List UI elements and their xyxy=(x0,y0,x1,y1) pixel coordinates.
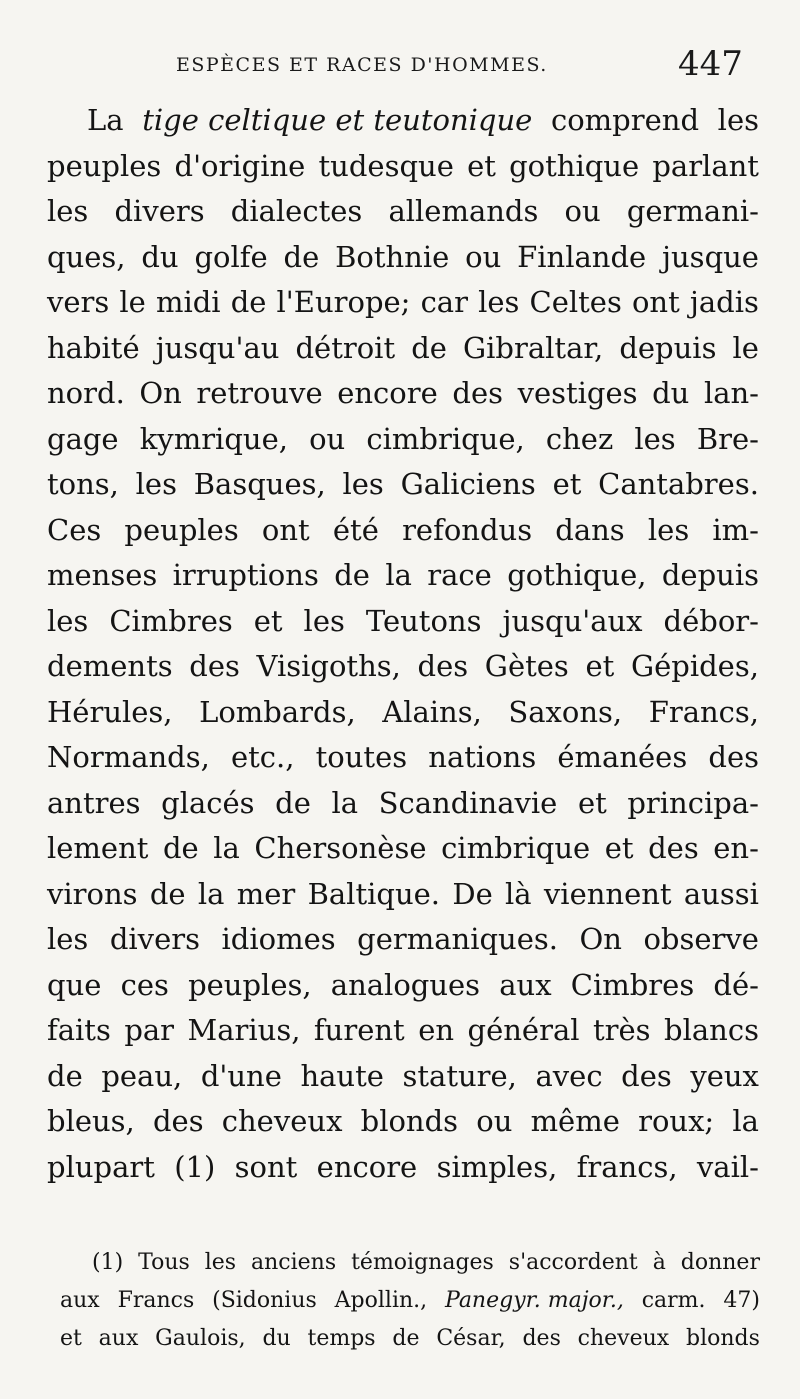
word: donner xyxy=(680,1250,760,1275)
word: de xyxy=(230,285,267,319)
word: de xyxy=(149,876,186,911)
word: tons, xyxy=(47,467,119,501)
word: roux; xyxy=(638,1104,715,1138)
word: lement xyxy=(47,831,149,865)
word: vers xyxy=(47,285,110,319)
word: car xyxy=(420,285,468,319)
word: refondus xyxy=(402,512,533,547)
word: dialectes xyxy=(230,194,363,228)
word: On xyxy=(579,922,622,956)
text-line xyxy=(47,280,759,326)
word: d'origine xyxy=(174,148,306,183)
word: Francs, xyxy=(648,694,759,729)
word: les xyxy=(303,603,345,638)
text-line xyxy=(47,1008,759,1054)
word: ou xyxy=(564,194,601,228)
word: et xyxy=(604,831,634,865)
word: les xyxy=(135,467,177,501)
text-line xyxy=(47,599,759,645)
word: furent xyxy=(313,1013,405,1047)
word: Visigoths, xyxy=(256,649,401,683)
word: Gibraltar, xyxy=(462,330,604,365)
word: été xyxy=(332,512,379,547)
word: gothique, xyxy=(507,558,647,592)
word: de xyxy=(283,239,320,274)
text-line xyxy=(47,371,759,417)
word: Chersonèse xyxy=(254,831,427,865)
word: vestiges xyxy=(517,376,638,410)
word: ou xyxy=(476,1104,513,1138)
word: depuis xyxy=(619,330,717,365)
word: les xyxy=(634,421,676,456)
word: La xyxy=(87,103,124,137)
word: Cimbres xyxy=(109,603,233,638)
text-line xyxy=(47,917,759,963)
text-line xyxy=(47,1054,759,1100)
word: ont xyxy=(261,512,310,547)
word: habité xyxy=(47,330,140,365)
word: que xyxy=(47,967,102,1002)
word: antres xyxy=(47,785,141,820)
word: de xyxy=(392,1326,420,1351)
word: Marius, xyxy=(187,1013,301,1047)
page-number: 447 xyxy=(678,44,743,84)
word: chez xyxy=(545,421,614,456)
word: nations xyxy=(428,740,537,774)
word: blonds xyxy=(686,1326,760,1351)
word: Apollin., xyxy=(334,1288,428,1313)
word: germaniques. xyxy=(357,922,558,956)
word: im- xyxy=(712,512,759,547)
word: par xyxy=(124,1013,175,1047)
text-line xyxy=(47,326,759,372)
word: ou xyxy=(309,421,346,456)
word: jusque xyxy=(662,239,759,274)
word: peuples xyxy=(124,512,239,547)
word: jadis xyxy=(689,285,759,319)
word: depuis xyxy=(661,558,759,592)
running-head xyxy=(0,44,800,84)
word: anciens xyxy=(251,1250,337,1275)
word: aussi xyxy=(683,876,759,911)
text-line xyxy=(47,189,759,235)
word: Teutons xyxy=(365,603,482,638)
word: Bre- xyxy=(696,421,759,456)
word: jusqu'au xyxy=(155,330,280,365)
word: Alains, xyxy=(382,694,482,729)
word: stature, xyxy=(402,1058,517,1093)
word: gage xyxy=(47,421,119,456)
word: Scandinavie xyxy=(378,785,558,820)
word: francs, xyxy=(576,1149,678,1184)
word: Francs xyxy=(117,1288,195,1313)
word: peau, xyxy=(101,1058,183,1093)
word: aux xyxy=(98,1326,139,1351)
word: là xyxy=(505,876,532,911)
word: tudesque xyxy=(318,148,454,183)
word: le xyxy=(119,285,146,319)
word: golfe xyxy=(194,239,268,274)
word: viennent xyxy=(543,876,672,911)
word: Normands, xyxy=(47,740,210,774)
word: ont xyxy=(631,285,680,319)
word: avec xyxy=(535,1058,603,1093)
word: la xyxy=(197,876,225,911)
footnote-marker: (1) xyxy=(92,1250,124,1275)
text-line xyxy=(47,98,759,144)
word: cimbrique, xyxy=(366,421,525,456)
word: toutes xyxy=(315,740,408,774)
running-title: ESPÈCES ET RACES D'HOMMES. xyxy=(176,54,548,76)
italic-phrase: Panegyr. major., xyxy=(445,1288,624,1313)
text-line xyxy=(47,963,759,1009)
word: même xyxy=(530,1104,620,1138)
word: de xyxy=(334,558,370,592)
word: du xyxy=(262,1326,291,1351)
word: Tous xyxy=(138,1250,190,1275)
word: et xyxy=(552,467,582,501)
footnote-ref: (1) xyxy=(174,1149,216,1184)
word: des xyxy=(452,376,503,410)
word: 47) xyxy=(723,1288,760,1313)
word: race xyxy=(427,558,492,592)
word: Cimbres xyxy=(570,967,695,1002)
word: haute xyxy=(300,1058,384,1093)
word: analogues xyxy=(330,967,481,1002)
word: les xyxy=(47,194,89,228)
word: blancs xyxy=(664,1013,759,1047)
word: sont xyxy=(234,1149,298,1184)
word: des xyxy=(417,649,469,683)
word: Baltique. xyxy=(307,876,441,911)
word: de xyxy=(411,330,447,365)
text-line xyxy=(47,826,759,872)
word: retrouve xyxy=(196,376,323,410)
word: des xyxy=(522,1326,561,1351)
word: parlant xyxy=(652,148,759,183)
word: des xyxy=(621,1058,672,1093)
word: des xyxy=(708,740,759,774)
word: et xyxy=(253,603,283,638)
word: observe xyxy=(643,922,759,956)
footnote-line xyxy=(60,1320,760,1358)
word: César, xyxy=(436,1326,506,1351)
text-line xyxy=(47,872,759,918)
text-line xyxy=(47,644,759,690)
word: comprend xyxy=(550,103,700,137)
word: simples, xyxy=(436,1149,558,1184)
word: bleus, xyxy=(47,1104,135,1138)
word: des xyxy=(189,649,240,683)
word: nord. xyxy=(47,376,125,410)
text-line xyxy=(47,508,759,554)
word: d'une xyxy=(200,1058,282,1093)
word: gothique xyxy=(509,148,640,183)
word: s'accordent xyxy=(508,1250,638,1275)
word: Bothnie xyxy=(335,239,450,274)
word: aux xyxy=(499,967,552,1002)
word: et xyxy=(467,148,496,183)
word: Ces xyxy=(47,512,102,547)
word: en xyxy=(418,1013,455,1047)
text-line xyxy=(47,553,759,599)
word: irruptions xyxy=(172,558,319,592)
word: kymrique, xyxy=(139,421,288,456)
word: ces xyxy=(120,967,169,1002)
word: virons xyxy=(47,876,138,911)
word: etc., xyxy=(230,740,295,774)
word: glacés xyxy=(161,785,255,820)
word: peuples, xyxy=(188,967,312,1002)
word: (Sidonius xyxy=(212,1288,317,1313)
word: Galiciens xyxy=(400,467,536,501)
word: dé- xyxy=(713,967,759,1002)
word: les xyxy=(342,467,384,501)
word: menses xyxy=(47,558,158,592)
word: dements xyxy=(47,649,173,683)
word: et xyxy=(60,1326,82,1351)
word: Basques, xyxy=(193,467,326,501)
italic-phrase: tige celtique et teutonique xyxy=(142,103,533,137)
word: dans xyxy=(555,512,625,547)
word: de xyxy=(47,1058,83,1093)
word: et xyxy=(585,649,615,683)
text-line xyxy=(47,235,759,281)
word: la xyxy=(385,558,412,592)
word: la xyxy=(732,1104,759,1138)
body-text xyxy=(47,98,759,1190)
text-line xyxy=(47,690,759,736)
word: à xyxy=(652,1250,666,1275)
text-line xyxy=(47,462,759,508)
text-line xyxy=(47,735,759,781)
word: les xyxy=(47,603,89,638)
word: aux xyxy=(60,1288,100,1313)
word: de xyxy=(162,831,199,865)
text-line xyxy=(47,781,759,827)
footnote-line xyxy=(60,1282,760,1320)
word: les xyxy=(47,922,89,956)
text-line xyxy=(47,417,759,463)
word: idiomes xyxy=(221,922,336,956)
word: débor- xyxy=(663,603,759,638)
word: midi xyxy=(155,285,221,319)
word: encore xyxy=(337,376,438,410)
word: Gépides, xyxy=(630,649,759,683)
word: allemands xyxy=(388,194,539,228)
word: les xyxy=(717,103,759,137)
word: Finlande xyxy=(517,239,647,274)
word: divers xyxy=(109,922,200,956)
word: Hérules, xyxy=(47,694,173,729)
word: ou xyxy=(465,239,502,274)
word: mer xyxy=(236,876,296,911)
word: du xyxy=(141,239,179,274)
word: l'Europe; xyxy=(276,285,411,319)
word: les xyxy=(647,512,690,547)
word: cheveux xyxy=(221,1104,343,1138)
word: Saxons, xyxy=(508,694,623,729)
text-line xyxy=(47,144,759,190)
word: On xyxy=(139,376,182,410)
word: du xyxy=(652,376,690,410)
word: Cantabres. xyxy=(598,467,759,501)
word: Lombards, xyxy=(199,694,356,729)
word: détroit xyxy=(295,330,396,365)
footnote xyxy=(60,1244,760,1358)
word: la xyxy=(213,831,240,865)
word: des xyxy=(152,1104,204,1138)
word: germani- xyxy=(626,194,759,228)
word: général xyxy=(467,1013,580,1047)
word: plupart xyxy=(47,1149,155,1184)
word: le xyxy=(732,330,759,365)
text-line xyxy=(47,1145,759,1191)
word: les xyxy=(204,1250,237,1275)
word: encore xyxy=(316,1149,418,1184)
word: des xyxy=(648,831,699,865)
word: Celtes xyxy=(529,285,622,319)
word: jusqu'aux xyxy=(502,603,643,638)
word: très xyxy=(593,1013,651,1047)
word: De xyxy=(452,876,493,911)
word: Gaulois, xyxy=(155,1326,246,1351)
word: carm. xyxy=(641,1288,706,1313)
word: ques, xyxy=(47,239,126,274)
word: les xyxy=(478,285,520,319)
word: en- xyxy=(713,831,759,865)
word: vail- xyxy=(696,1149,759,1184)
word: yeux xyxy=(690,1058,759,1093)
word: lan- xyxy=(703,376,759,410)
word: principa- xyxy=(627,785,759,820)
word: faits xyxy=(47,1013,111,1047)
word: émanées xyxy=(557,740,688,774)
word: cimbrique xyxy=(441,831,591,865)
word: la xyxy=(331,785,359,820)
word: témoignages xyxy=(351,1250,494,1275)
word: de xyxy=(275,785,311,820)
word: blonds xyxy=(360,1104,459,1138)
word: et xyxy=(577,785,607,820)
text-line xyxy=(47,1099,759,1145)
word: peuples xyxy=(47,148,162,183)
word: temps xyxy=(307,1326,376,1351)
word: divers xyxy=(114,194,205,228)
word: cheveux xyxy=(577,1326,670,1351)
word: Gètes xyxy=(484,649,569,683)
footnote-line xyxy=(60,1244,760,1282)
